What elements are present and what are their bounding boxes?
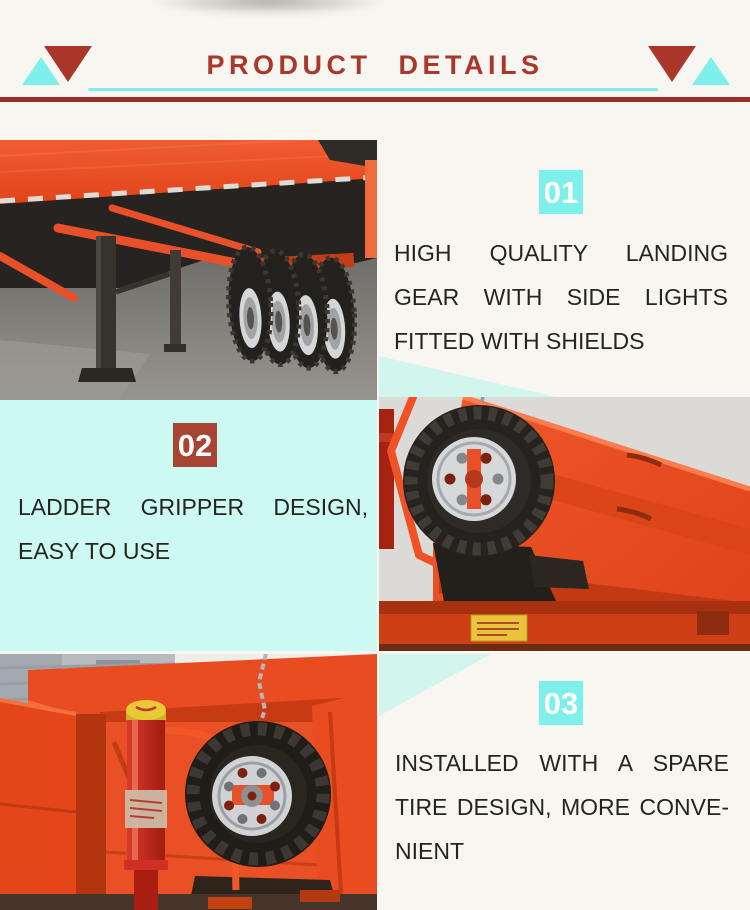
red-triangle-icon [44, 46, 92, 82]
spare-tire-illustration [379, 397, 750, 651]
feature-3-text [395, 741, 729, 873]
feature-2-number-badge: 02 [173, 423, 217, 467]
cyan-triangle-icon [692, 57, 730, 85]
feature-text-line: GEAR WITH SIDE LIGHTS [394, 284, 728, 310]
feature-text-line: INSTALLED WITH A SPARE [395, 750, 729, 776]
feature-text-line: FITTED WITH SHIELDS [394, 328, 645, 354]
page-title: PRODUCT DETAILS [206, 50, 544, 80]
red-triangle-icon [648, 46, 696, 82]
feature-3-number-badge: 03 [539, 681, 583, 725]
trailer-axles-illustration [0, 140, 377, 400]
feature-2-text [18, 485, 368, 573]
feature-1-section [379, 100, 750, 397]
cyan-wedge-decoration [379, 654, 491, 716]
feature-1-text [394, 231, 728, 363]
feature-text-line: HIGH QUALITY LANDING [394, 240, 728, 266]
photo-hydraulic-cylinder-spare-tire [0, 654, 377, 910]
feature-3-section [379, 654, 750, 910]
feature-2-section [0, 400, 377, 651]
feature-text-line: LADDER GRIPPER DESIGN, [18, 494, 368, 520]
feature-1-number-badge: 01 [539, 170, 583, 214]
cylinder-edge [379, 409, 394, 549]
photo-spare-tire-side-mount [379, 397, 750, 651]
title-underline [88, 88, 658, 91]
photo-trailer-axles-landing-gear [0, 140, 377, 400]
hydraulic-cylinder-illustration [0, 654, 377, 910]
feature-text-line: NIENT [395, 838, 464, 864]
feature-text-line: EASY TO USE [18, 538, 171, 564]
feature-text-line: TIRE DESIGN, MORE CONVE- [395, 794, 729, 820]
top-shadow-decoration [150, 0, 386, 16]
